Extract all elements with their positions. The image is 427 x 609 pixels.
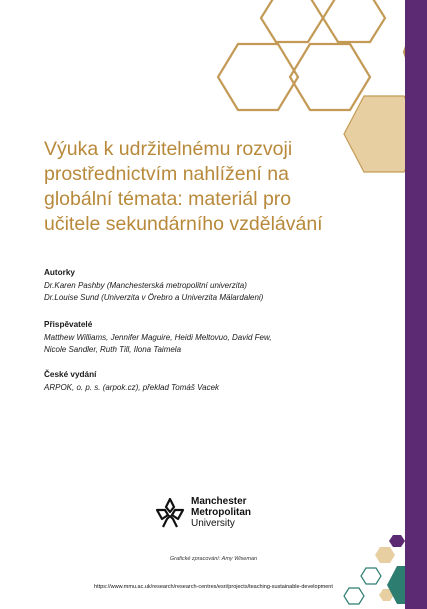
hexagon-small-purple xyxy=(389,535,405,547)
document-title: Výuka k udržitelnému rozvoji prostřednictvím nahlížení na globální témata: materiál pro učitele sekundárního vzdělávání xyxy=(44,138,323,235)
hexagon-outline-teal-1 xyxy=(361,568,381,584)
czech-edition-line: ARPOK, o. p. s. (arpok.cz), překlad Tomáš Vacek xyxy=(44,383,220,392)
logo-line-2: Metropolitan xyxy=(191,507,251,518)
contributors-line: Nicole Sandler, Ruth Till, Ilona Taimela xyxy=(44,345,182,354)
hexagon-outline-1 xyxy=(261,0,323,42)
manchester-metropolitan-university-logo-icon xyxy=(153,496,187,530)
czech-edition-section xyxy=(44,370,219,394)
hexagon-outline-3 xyxy=(218,44,298,110)
contributors-line: Matthew Williams, Jennifer Maguire, Heidi Meltovuo, David Few, xyxy=(44,333,272,342)
authors-section xyxy=(44,268,263,304)
czech-edition-heading: České vydání xyxy=(44,370,97,379)
purple-sidebar xyxy=(405,0,427,609)
author-line: Dr.Louise Sund (Univerzita v Örebro a Univerzita Mälardaleni) xyxy=(44,293,264,302)
project-url-link[interactable]: https://www.mmu.ac.uk/research/research-centres/esri/projects/teaching-sustainable-development xyxy=(94,584,333,590)
logo-line-1: Manchester xyxy=(191,496,247,507)
author-line: Dr.Karen Pashby (Manchesterská metropolitní univerzita) xyxy=(44,281,247,290)
graphic-credit: Grafické zpracování: Amy Wiseman xyxy=(169,556,258,562)
contributors-section xyxy=(44,320,272,356)
authors-heading: Autorky xyxy=(44,268,75,277)
university-name xyxy=(191,496,251,529)
hexagon-outline-4 xyxy=(290,44,370,110)
hexagon-small-beige-2 xyxy=(379,589,394,601)
contributors-heading: Přispěvatelé xyxy=(44,320,93,329)
university-logo xyxy=(153,494,293,534)
hexagon-outline-teal-2 xyxy=(344,588,364,604)
logo-line-3: University xyxy=(191,518,235,529)
hexagon-outline-2 xyxy=(323,0,385,42)
